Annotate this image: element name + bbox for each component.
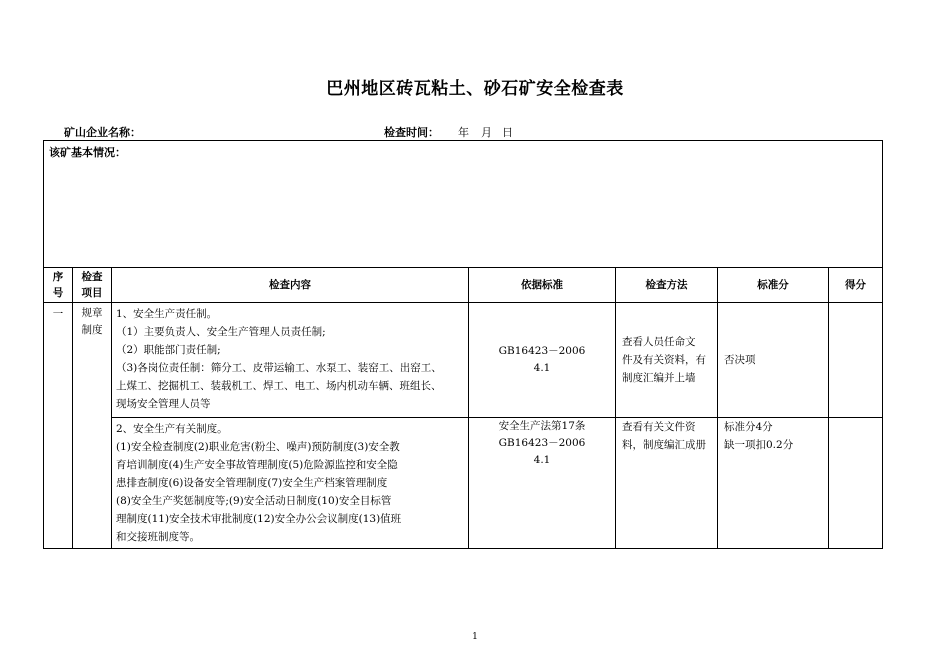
section-item: 规章 制度 bbox=[73, 303, 112, 549]
day-label: 日 bbox=[502, 126, 513, 139]
standard-score-cell: 否决项 bbox=[718, 303, 829, 418]
basic-info-label: 该矿基本情况： bbox=[49, 146, 126, 159]
content-cell: 1、安全生产责任制。 （1）主要负责人、安全生产管理人员责任制; （2）职能部门责任制; （3)各岗位责任制：筛分工、皮带运输工、水泵工、装窑工、出窑工、 上煤工、挖掘机工、装载机工、焊工、电工、场内机动车辆、班组长、 现场安全管理人员等 bbox=[112, 303, 469, 418]
header-score: 得分 bbox=[829, 268, 883, 303]
basis-cell: GB16423－2006 4.1 bbox=[469, 303, 616, 418]
method-cell: 查看有关文件资 料，制度编汇成册 bbox=[616, 418, 718, 549]
basic-info-cell[interactable] bbox=[44, 141, 883, 268]
header-standard-score: 标准分 bbox=[718, 268, 829, 303]
page-title: 巴州地区砖瓦粘土、砂石矿安全检查表 bbox=[326, 79, 624, 99]
table-row bbox=[44, 418, 883, 549]
header-row bbox=[44, 268, 883, 303]
header-content: 检查内容 bbox=[112, 268, 469, 303]
table-row bbox=[44, 303, 883, 418]
page-number: 1 bbox=[472, 632, 478, 642]
standard-score-cell: 标准分4分 缺一项扣0.2分 bbox=[718, 418, 829, 549]
month-label: 月 bbox=[481, 126, 492, 139]
header-method: 检查方法 bbox=[616, 268, 718, 303]
method-cell: 查看人员任命文 件及有关资料，有 制度汇编并上墙 bbox=[616, 303, 718, 418]
content-cell: 2、安全生产有关制度。 (1)安全检查制度(2)职业危害(粉尘、噪声)预防制度(3)安全教 育培训制度(4)生产安全事故管理制度(5)危险源监控和安全隐 患排查制度(6)设备安全管理制度(7)安全生产档案管理制度 (8)安全生产奖惩制度等;(9)安全活动日制度(10)安全目标管 理制度(11)安全技术审批制度(12)安全办公会议制度(13)值班 和交接班制度等。 bbox=[112, 418, 469, 549]
check-time-label: 检查时间： bbox=[384, 126, 439, 139]
score-cell[interactable] bbox=[829, 418, 883, 549]
header-seq: 序 号 bbox=[44, 268, 73, 303]
inspection-table bbox=[43, 140, 883, 549]
score-cell[interactable] bbox=[829, 303, 883, 418]
section-seq: 一 bbox=[44, 303, 73, 549]
year-label: 年 bbox=[458, 126, 469, 139]
header-basis: 依据标准 bbox=[469, 268, 616, 303]
basis-cell: 安全生产法第17条 GB16423－2006 4.1 bbox=[469, 418, 616, 549]
header-item: 检查 项目 bbox=[73, 268, 112, 303]
enterprise-name-label: 矿山企业名称： bbox=[64, 126, 141, 139]
